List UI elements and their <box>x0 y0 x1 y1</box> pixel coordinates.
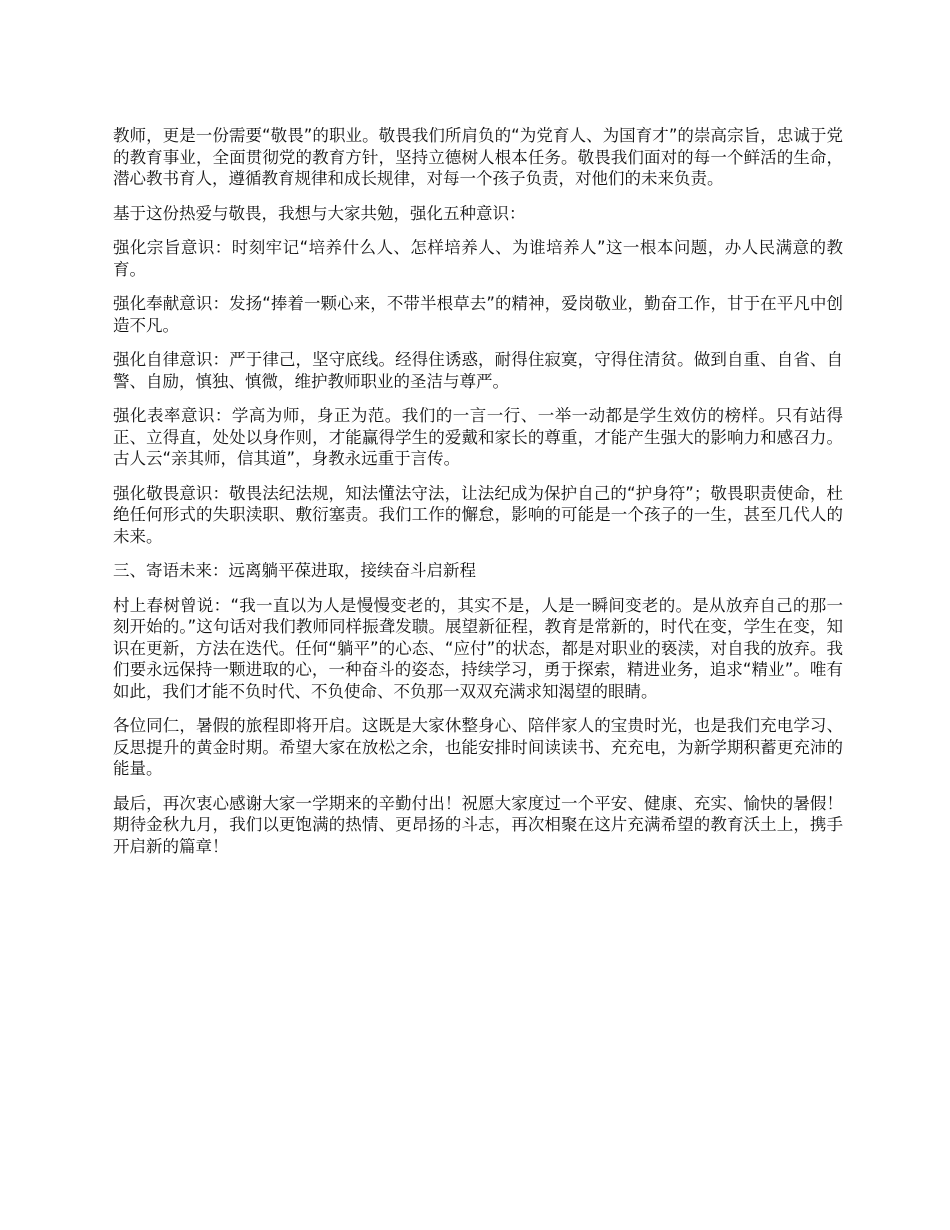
paragraph-respect-profession: 教师，更是一份需要“敬畏”的职业。敬畏我们所肩负的“为党育人、为国育才”的崇高宗旨，忠诚于党的教育事业，全面贯彻党的教育方针，坚持立德树人根本任务。敬畏我们面对的每一个鲜活的生命，潜心教书育人，遵循教育规律和成长规律，对每一个孩子负责，对他们的未来负责。 <box>113 126 843 188</box>
paragraph-reverence-awareness: 强化敬畏意识：敬畏法纪法规，知法懂法守法，让法纪成为保护自己的“护身符”；敬畏职责使命，杜绝任何形式的失职渎职、敷衍塞责。我们工作的懈怠，影响的可能是一个孩子的一生，甚至几代人的未来。 <box>113 483 843 546</box>
paragraph-summer-vacation: 各位同仁，暑假的旅程即将开启。这既是大家休整身心、陪伴家人的宝贵时光，也是我们充电学习、反思提升的黄金时期。希望大家在放松之余，也能安排时间读读书、充充电，为新学期积蓄更充沛的能量。 <box>113 716 843 778</box>
paragraph-self-discipline-awareness: 强化自律意识：严于律己，坚守底线。经得住诱惑，耐得住寂寞，守得住清贫。做到自重、自省、自警、自励，慎独、慎微，维护教师职业的圣洁与尊严。 <box>113 350 843 391</box>
paragraph-purpose-awareness: 强化宗旨意识：时刻牢记“培养什么人、怎样培养人、为谁培养人”这一根本问题，办人民满意的教育。 <box>113 238 843 279</box>
paragraph-closing-thanks: 最后，再次衷心感谢大家一学期来的辛勤付出！祝愿大家度过一个平安、健康、充实、愉快的暑假！期待金秋九月，我们以更饱满的热情、更昂扬的斗志，再次相聚在这片充满希望的教育沃土上，携手开启新的篇章！ <box>113 793 843 856</box>
document-body <box>113 125 843 870</box>
section-heading-future-message: 三、寄语未来：远离躺平葆进取，接续奋斗启新程 <box>113 561 476 580</box>
paragraph-five-awareness-intro: 基于这份热爱与敬畏，我想与大家共勉，强化五种意识： <box>113 203 526 223</box>
paragraph-dedication-awareness: 强化奉献意识：发扬“捧着一颗心来，不带半根草去”的精神，爱岗敬业，勤奋工作，甘于在平凡中创造不凡。 <box>113 294 843 335</box>
paragraph-role-model-awareness: 强化表率意识：学高为师，身正为范。我们的一言一行、一举一动都是学生效仿的榜样。只有站得正、立得直，处处以身作则，才能赢得学生的爱戴和家长的尊重，才能产生强大的影响力和感召力。古人云“亲其师，信其道”，身教永远重于言传。 <box>113 406 843 468</box>
paragraph-murakami-quote: 村上春树曾说：“我一直以为人是慢慢变老的，其实不是，人是一瞬间变老的。是从放弃自己的那一刻开始的。”这句话对我们教师同样振聋发聩。展望新征程，教育是常新的，时代在变，学生在变，知识在更新，方法在迭代。任何“躺平”的心态、“应付”的状态，都是对职业的亵渎，对自我的放弃。我们要永远保持一颗进取的心，一种奋斗的姿态，持续学习，勇于探索，精进业务，追求“精业”。唯有如此，我们才能不负时代、不负使命、不负那一双双充满求知渴望的眼睛。 <box>113 595 843 701</box>
